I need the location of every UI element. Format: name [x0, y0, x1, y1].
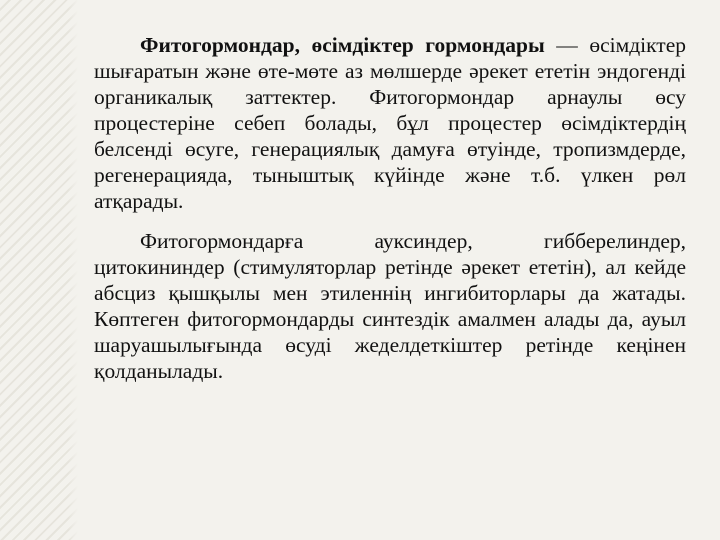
- paragraph-definition: [94, 32, 686, 214]
- paragraph-types: Фитогормондарға ауксиндер, гибберелиндер, цитокининдер (стимуляторлар ретінде әрекет ететін), ал кейде абсциз қышқылы мен этиленнің ингибиторлары да жатады. Көптеген фитогормондарды синтездік амалмен алады да, ауыл шаруашылығында өсуді жеделдеткіштер ретінде кеңінен қолданылады.: [94, 229, 686, 383]
- term-phytohormones: Фитогормондар, өсімдіктер гормондары: [140, 33, 545, 57]
- decorative-stripes-background: [0, 0, 78, 540]
- definition-text: — өсімдіктер шығаратын және өте-мөте аз мөлшерде әрекет ететін эндогенді органикалық заттектер. Фитогормондар арнаулы өсу процестеріне себеп болады, бұл процестер өсімдіктердің белсенді өсуге, генерациялық дамуға өтуінде, тропизмдерде, регенерацияда, тыныштық күйінде және т.б. үлкен рөл атқарады.: [94, 33, 686, 213]
- slide-body: [94, 32, 686, 384]
